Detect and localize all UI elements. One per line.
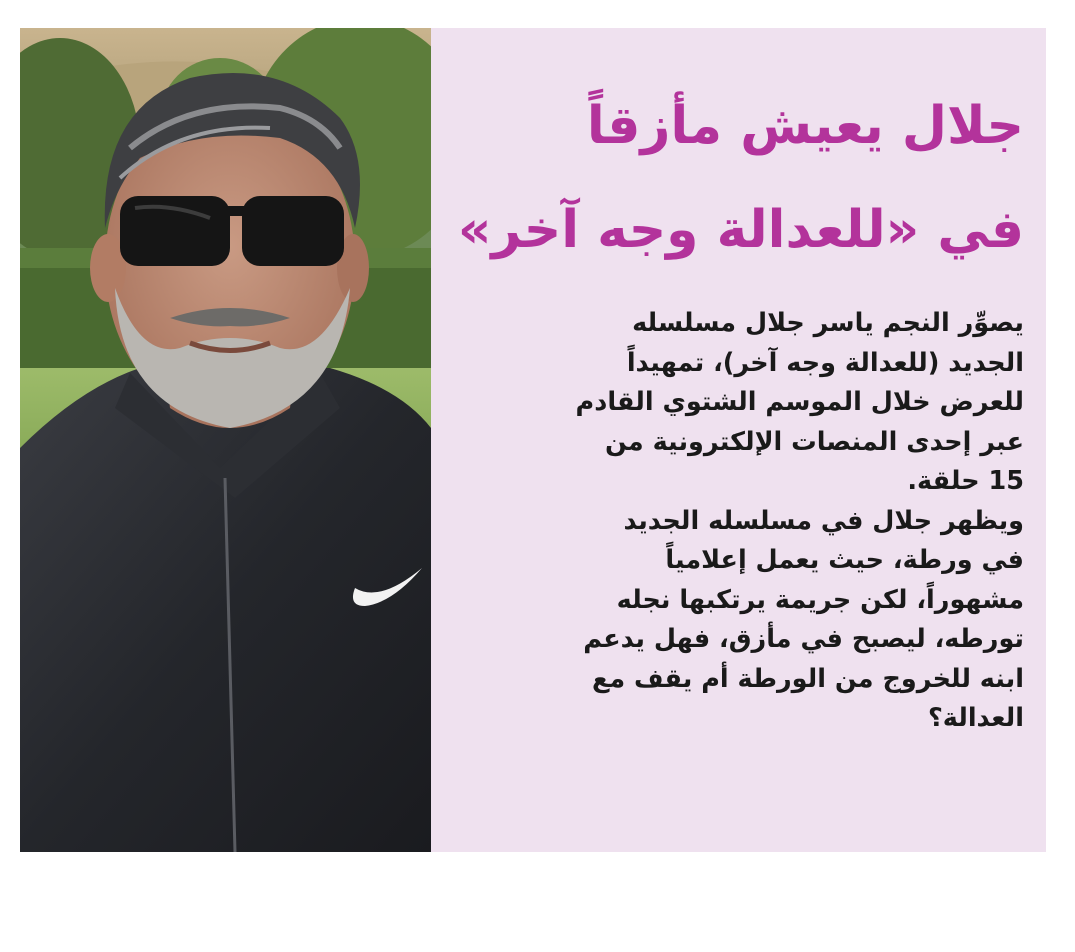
- article-clipping: [20, 28, 1046, 852]
- headline-line: جلال يعيش مأزقاً: [586, 96, 1024, 156]
- body-line: عبر إحدى المنصات الإلكترونية من: [604, 426, 1024, 457]
- body-line: تورطه، ليصبح في مأزق، فهل يدعم: [583, 624, 1024, 654]
- portrait-photo-illustration: [20, 28, 431, 852]
- article-headline: [457, 74, 1024, 282]
- body-line: الجديد (للعدالة وجه آخر)، تمهيداً: [626, 347, 1024, 378]
- body-line: للعرض خلال الموسم الشتوي القادم: [575, 387, 1024, 417]
- body-line: مشهوراً، لكن جريمة يرتكبها نجله: [616, 584, 1024, 615]
- body-line: في ورطة، حيث يعمل إعلامياً: [665, 545, 1024, 575]
- body-line: ابنه للخروج من الورطة أم يقف مع: [591, 663, 1024, 694]
- article-body: [494, 304, 1024, 739]
- body-line: العدالة؟: [927, 703, 1024, 733]
- portrait-photo: [20, 28, 431, 852]
- body-line: ويظهر جلال في مسلسله الجديد: [623, 505, 1024, 536]
- body-line: يصوِّر النجم ياسر جلال مسلسله: [632, 308, 1024, 338]
- body-line: 15 حلقة.: [907, 466, 1024, 496]
- article-panel: [431, 28, 1046, 852]
- headline-line: في «للعدالة وجه آخر»: [457, 200, 1024, 260]
